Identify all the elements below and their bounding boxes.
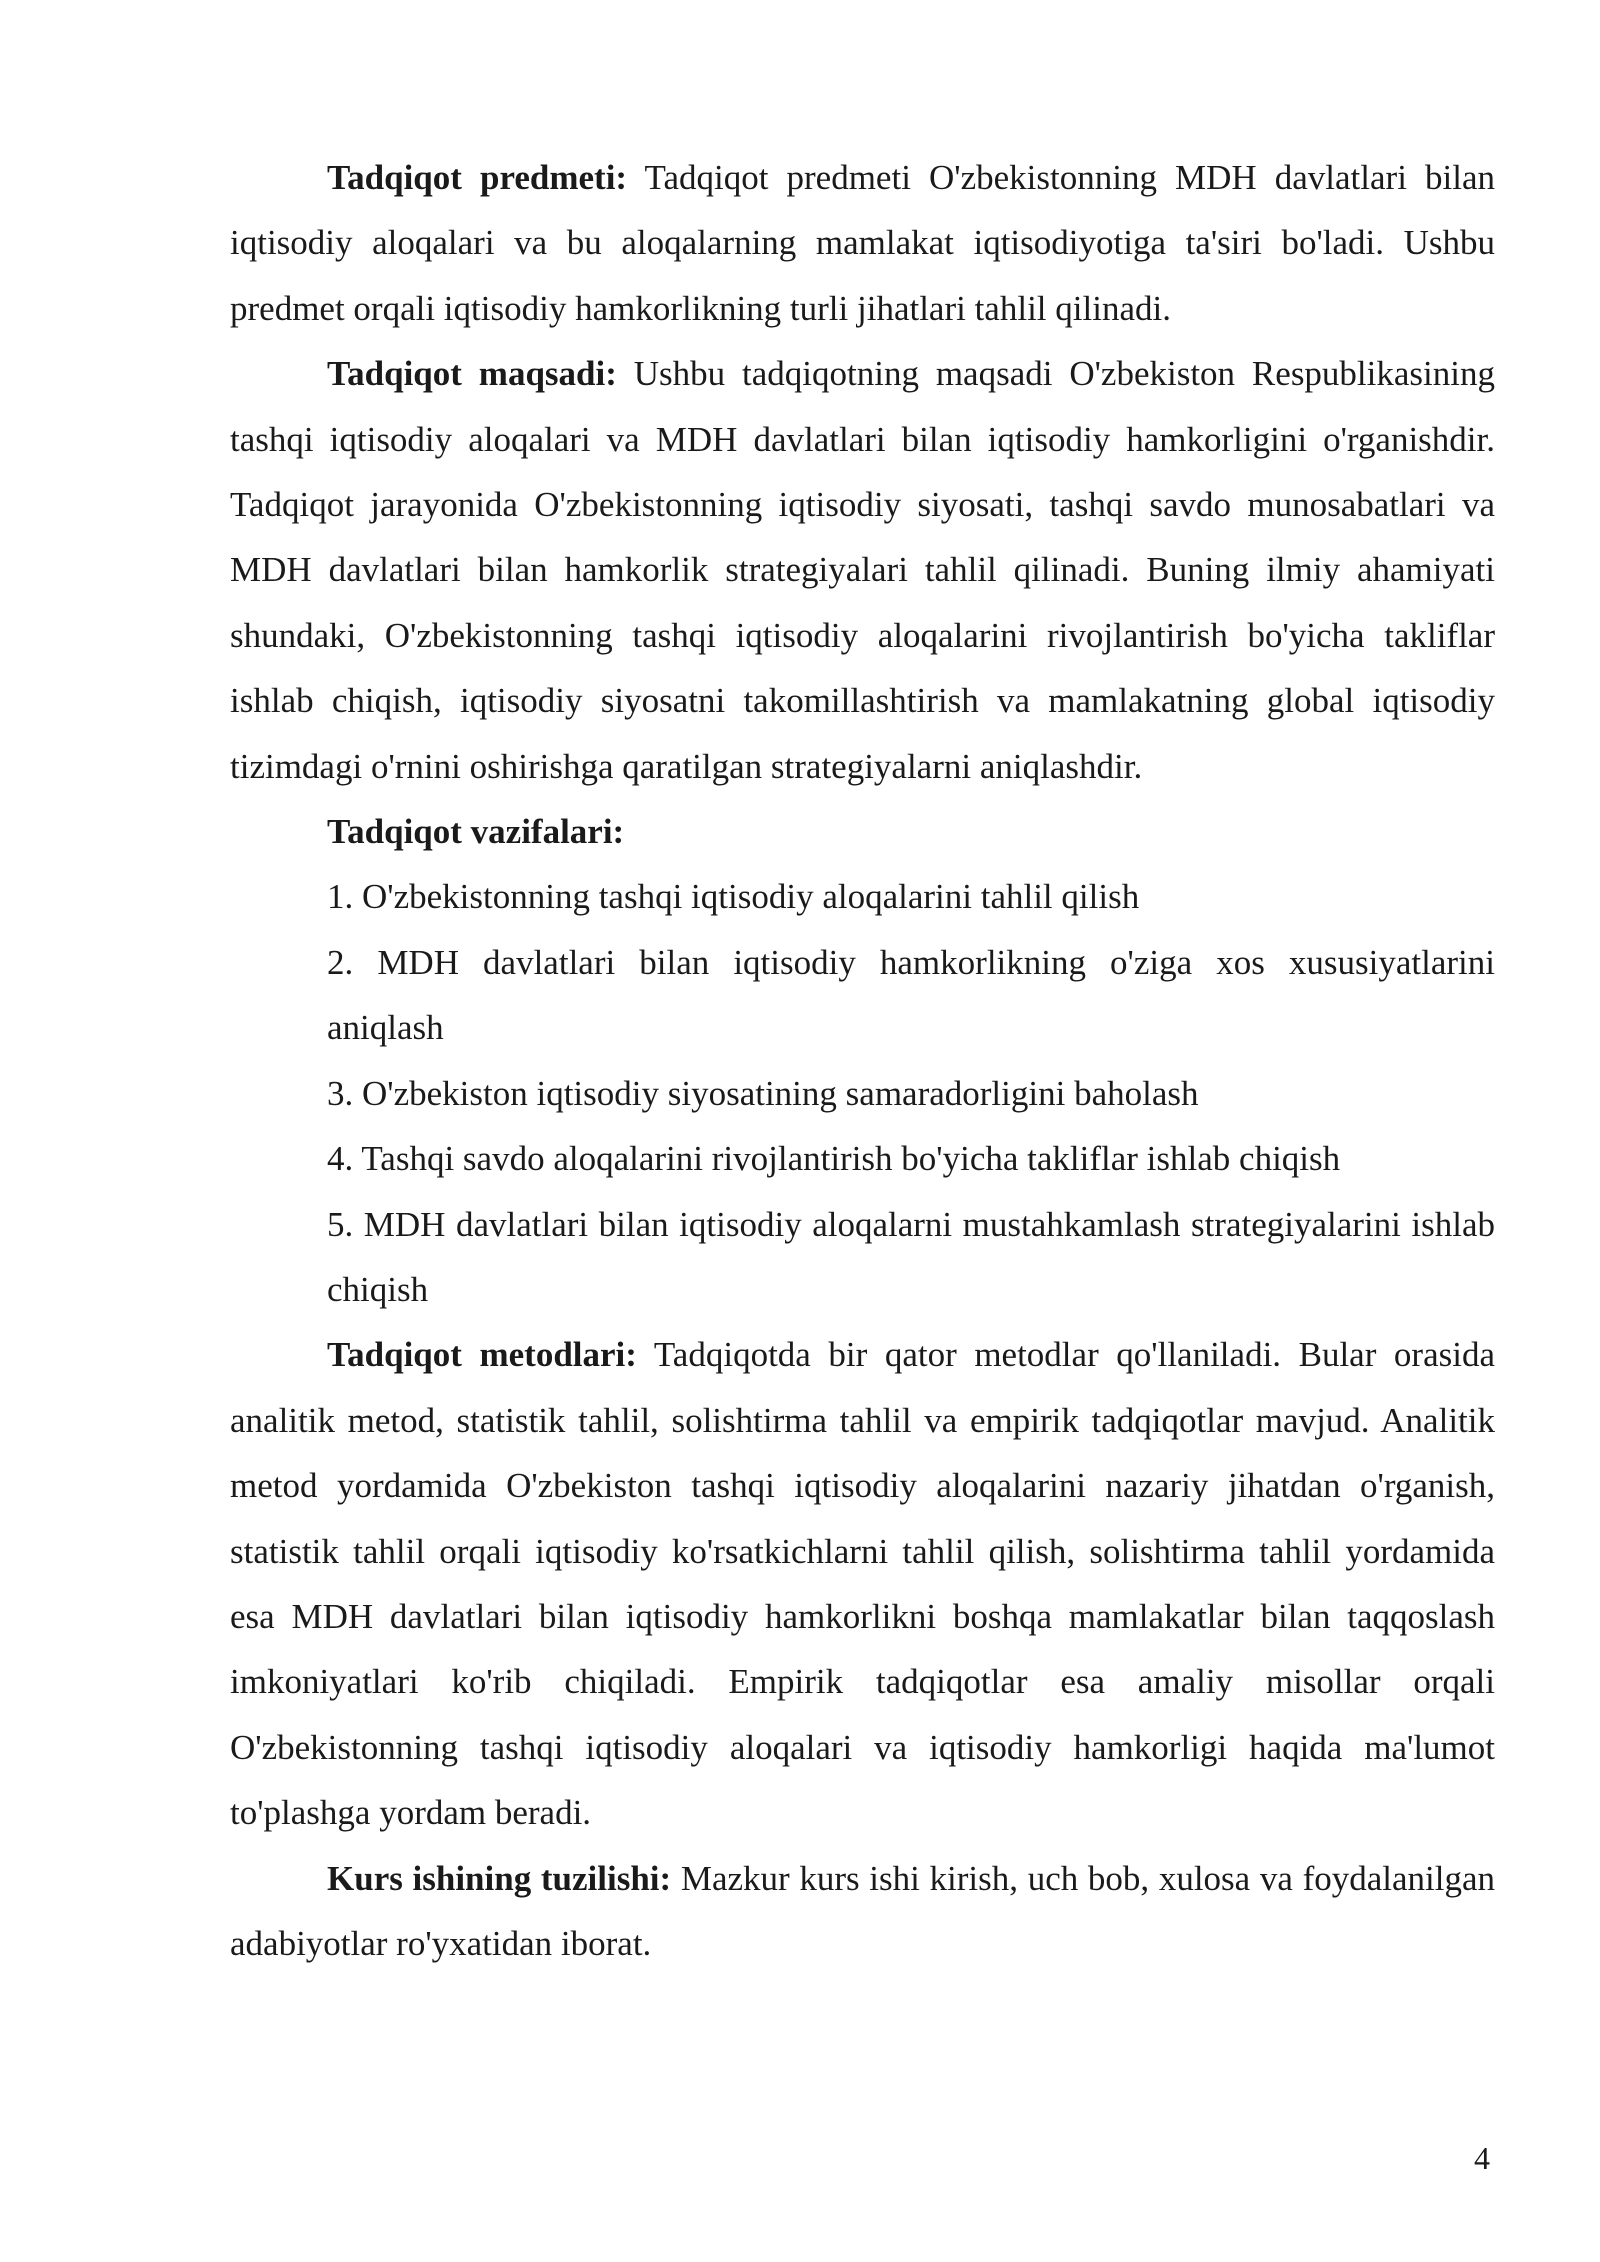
paragraph-tadqiqot-maqsadi [230, 341, 1495, 799]
list-item: 5. MDH davlatlari bilan iqtisodiy aloqalarni mustahkamlash strategiyalarini ishlab chiqish [327, 1204, 1495, 1309]
label-kurs-ishining-tuzilishi: Kurs ishining tuzilishi: [327, 1858, 672, 1898]
text-kurs-ishining-tuzilishi: Mazkur kurs ishi kirish, uch bob, xulosa va foydalanilgan adabiyotlar ro'yxatidan iborat. [230, 1858, 1496, 1963]
page-number: 4 [1474, 2140, 1490, 2176]
label-tadqiqot-predmeti: Tadqiqot predmeti: [327, 158, 628, 197]
label-tadqiqot-maqsadi: Tadqiqot maqsadi: [327, 354, 617, 394]
document-page [230, 145, 1495, 1976]
heading-tadqiqot-vazifalari: Tadqiqot vazifalari: [327, 812, 625, 852]
list-item: 4. Tashqi savdo aloqalarini rivojlantirish bo'yicha takliflar ishlab chiqish [327, 1139, 1341, 1179]
label-tadqiqot-metodlari: Tadqiqot metodlari: [327, 1335, 637, 1375]
paragraph-tadqiqot-metodlari [230, 1322, 1495, 1845]
list-item: 1. O'zbekistonning tashqi iqtisodiy aloqalarini tahlil qilish [327, 877, 1140, 917]
paragraph-tadqiqot-predmeti [230, 145, 1495, 341]
paragraph-kurs-ishining-tuzilishi [230, 1846, 1495, 1977]
text-tadqiqot-maqsadi: Ushbu tadqiqotning maqsadi O'zbekiston Respublikasining tashqi iqtisodiy aloqalari va MDH davlatlari bilan iqtisodiy hamkorligini o'rganishdir. Tadqiqot jarayonida O'zbekistonning iqtisodiy siyosati, tashqi savdo munosabatlari va MDH davlatlari bilan hamkorlik strategiyalari tahlil qilinadi. Buning ilmiy ahamiyati shundaki, O'zbekistonning tashqi iqtisodiy aloqalarini rivojlantirish bo'yicha takliflar ishlab chiqish, iqtisodiy siyosatni takomillashtirish va mamlakatning global iqtisodiy tizimdagi o'rnini oshirishga qaratilgan strategiyalarni aniqlashdir. [230, 354, 1495, 786]
list-item: 3. O'zbekiston iqtisodiy siyosatining samaradorligini baholash [327, 1073, 1199, 1113]
list-item: 2. MDH davlatlari bilan iqtisodiy hamkorlikning o'ziga xos xususiyatlarini aniqlash [327, 942, 1495, 1048]
text-tadqiqot-predmeti: Tadqiqot predmeti O'zbekistonning MDH davlatlari bilan iqtisodiy aloqalari va bu aloqalarning mamlakat iqtisodiyotiga ta'siri bo'ladi. Ushbu predmet orqali iqtisodiy hamkorlikning turli jihatlari tahlil qilinadi. [230, 158, 1495, 328]
text-tadqiqot-metodlari: Tadqiqotda bir qator metodlar qo'llaniladi. Bular orasida analitik metod, statistik tahlil, solishtirma tahlil va empirik tadqiqotlar mavjud. Analitik metod yordamida O'zbekiston tashqi iqtisodiy aloqalarini nazariy jihatdan o'rganish, statistik tahlil orqali iqtisodiy ko'rsatkichlarni tahlil qilish, solishtirma tahlil yordamida esa MDH davlatlari bilan iqtisodiy hamkorlikni boshqa mamlakatlar bilan taqqoslash imkoniyatlari ko'rib chiqiladi. Empirik tadqiqotlar esa amaliy misollar orqali O'zbekistonning tashqi iqtisodiy aloqalari va iqtisodiy hamkorligi haqida ma'lumot to'plashga yordam beradi. [230, 1335, 1496, 1833]
